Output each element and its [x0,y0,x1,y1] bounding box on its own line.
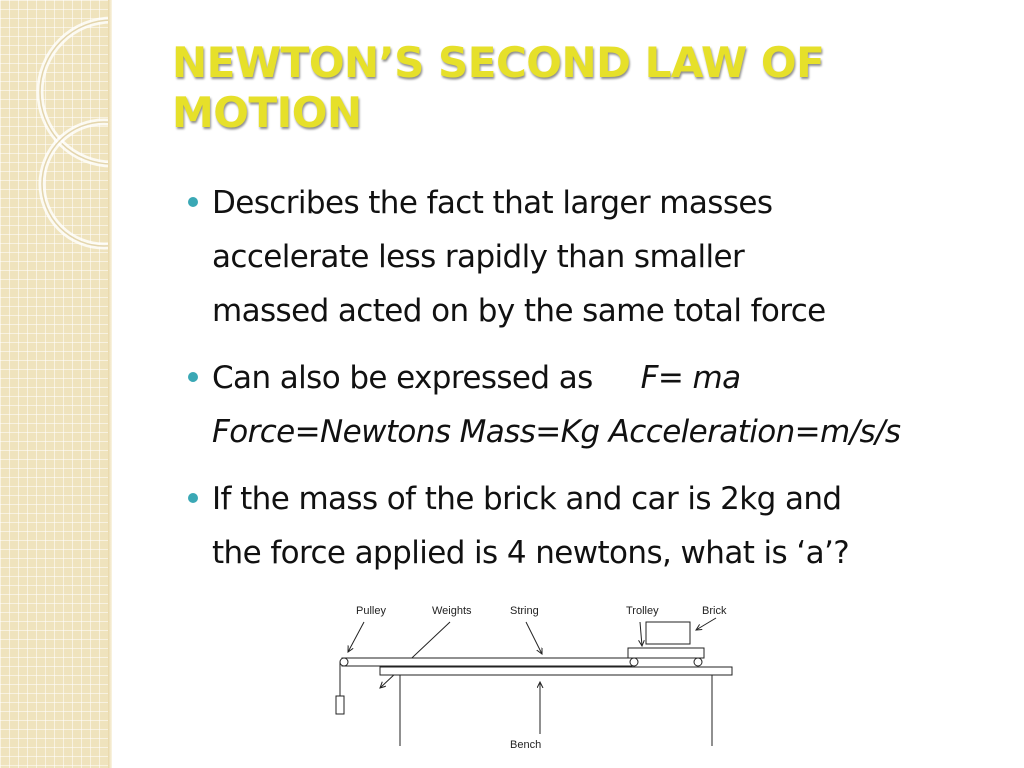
label-weights: Weights [432,605,472,617]
label-pulley: Pulley [356,605,386,617]
trolley-wheel [694,658,702,666]
label-string: String [510,605,539,617]
bullet-dot-icon [188,372,198,382]
units-line: Force=Newtons Mass=Kg Acceleration=m/s/s [212,414,901,450]
label-trolley: Trolley [626,605,659,617]
decorative-circles [0,0,112,768]
label-brick: Brick [702,605,727,617]
bench-top [380,667,732,675]
bullet-line: the force applied is 4 newtons, what is ‘a’? [212,535,850,571]
bullet-line: If the mass of the brick and car is 2kg and [212,481,842,517]
bullet-item [184,351,1004,459]
bullet-dot-icon [188,197,198,207]
pulley-wheel [340,658,348,666]
weights [336,696,344,714]
bullet-line: massed acted on by the same total force [212,293,826,329]
brick-arrow [696,618,716,630]
decorative-sidebar [0,0,112,768]
trolley-wheel [630,658,638,666]
bullet-item [184,472,1004,580]
bullet-dot-icon [188,493,198,503]
pulley-arrow [348,622,364,652]
bullet-line [212,351,1004,405]
formula-lead: Can also be expressed as [212,360,593,396]
bullet-line: accelerate less rapidly than smaller [212,239,745,275]
label-bench: Bench [510,739,542,751]
slide-title: NEWTON’S SECOND LAW OF MOTION [172,38,825,137]
brick [646,622,690,644]
string-arrow [526,622,542,654]
sidebar-edge [108,0,112,768]
string [342,658,632,666]
weights-arrow [380,622,450,688]
bullet-line: Describes the fact that larger masses [212,185,773,221]
trolley [628,648,704,658]
trolley-experiment-diagram [330,596,750,756]
bullet-list [184,176,1004,593]
formula: F= ma [640,360,741,396]
trolley-arrow [640,622,642,646]
bullet-item [184,176,1004,338]
